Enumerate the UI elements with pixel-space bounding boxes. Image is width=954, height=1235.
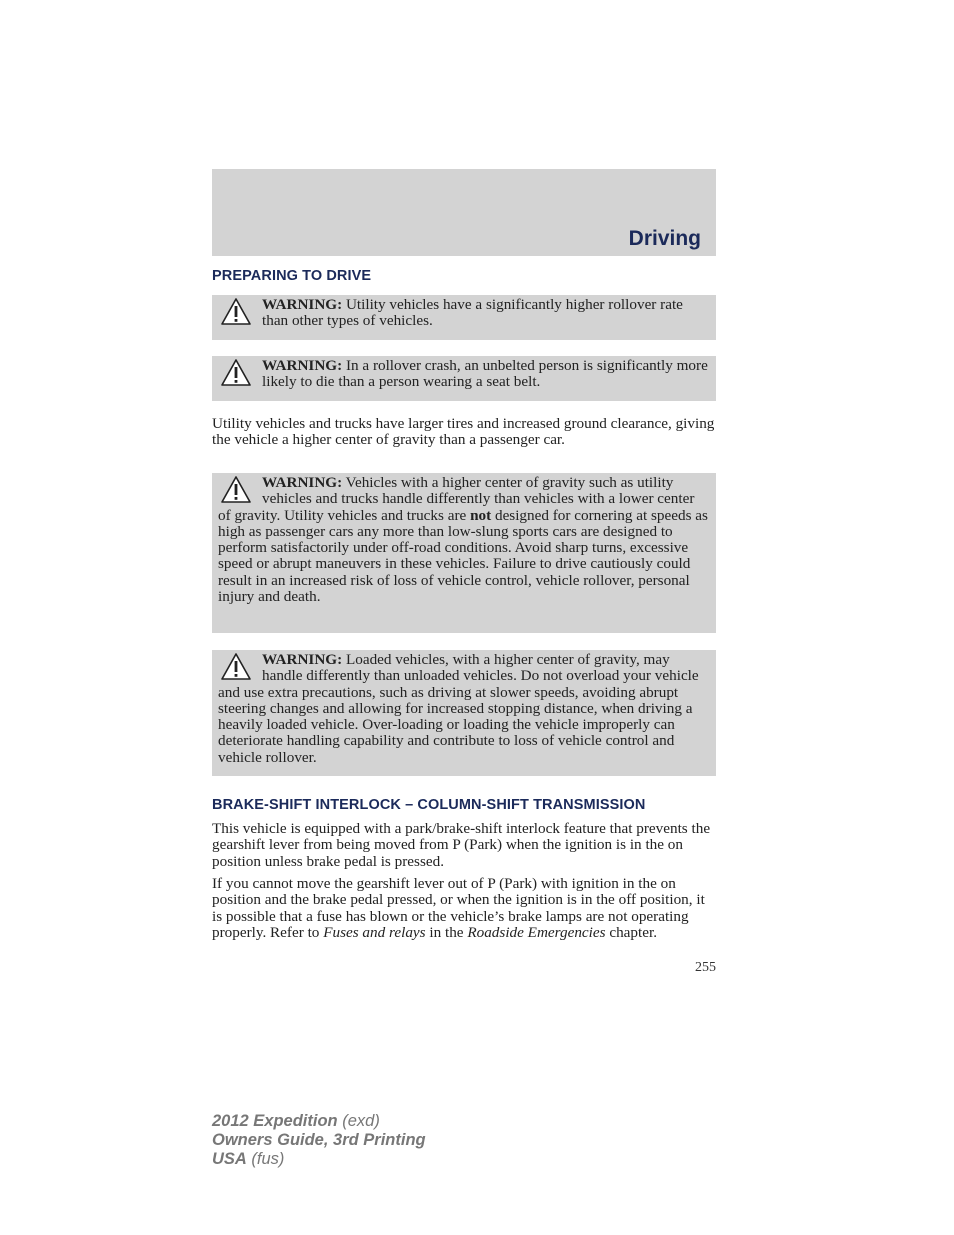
warning-label: WARNING: xyxy=(262,474,343,491)
section-heading-preparing: PREPARING TO DRIVE xyxy=(212,268,372,284)
paragraph-text: chapter. xyxy=(605,923,657,941)
paragraph-interlock-feature: This vehicle is equipped with a park/brake-shift interlock feature that prevents the gearshift lever from being moved from P (Park) when the ignition is in the on position unless brake pedal is pressed. xyxy=(212,820,711,870)
warning-box-2 xyxy=(212,356,716,401)
footer-market: USA xyxy=(212,1150,247,1168)
warning-box-1 xyxy=(212,295,716,340)
chapter-header-band xyxy=(212,169,716,256)
warning-body: Utility vehicles have a significantly higher rollover rate than other types of vehicles. xyxy=(262,296,683,330)
warning-text-1 xyxy=(218,297,708,330)
paragraph-text: in the xyxy=(425,923,468,941)
emphasis-not: not xyxy=(470,506,492,524)
warning-triangle-icon xyxy=(220,475,252,505)
warning-label: WARNING: xyxy=(262,357,343,374)
footer-line-1 xyxy=(212,1112,426,1131)
footer-model: 2012 Expedition xyxy=(212,1112,338,1130)
warning-body: Loaded vehicles, with a higher center of gravity, may handle differently than unloaded vehicles. Do not overload your vehicle and use extra precautions, such as driving at slower speeds, avoiding abrupt steering changes and allowing for increased stopping distance, when driving a heavily loaded vehicle. Over-loading or loading the vehicle improperly can deteriorate handling capability and contribute to loss of vehicle control and vehicle rollover. xyxy=(218,651,699,766)
section-heading-brake-shift: BRAKE-SHIFT INTERLOCK – COLUMN-SHIFT TRANSMISSION xyxy=(212,797,646,813)
warning-text-2 xyxy=(218,358,708,391)
document-footer xyxy=(212,1112,426,1169)
paragraph-text: If you cannot move the gearshift lever out of P (Park) with ignition in the on position and the brake pedal pressed, or when the ignition is in the off position, it is possible that a fuse has blown or the vehicle’s brake lamps are not operating properly. Refer to xyxy=(212,875,705,941)
warning-body: In a rollover crash, an unbelted person is significantly more likely to die than a person wearing a seat belt. xyxy=(262,357,708,391)
warning-label: WARNING: xyxy=(262,296,343,313)
warning-body: Vehicles with a higher center of gravity such as utility vehicles and trucks handle differently than vehicles with a lower center of gravity. Utility vehicles and trucks are xyxy=(218,474,695,524)
warning-box-3 xyxy=(212,473,716,633)
page-number: 255 xyxy=(695,960,716,975)
footer-market-code: (fus) xyxy=(246,1150,285,1168)
warning-triangle-icon xyxy=(220,652,252,682)
warning-box-4 xyxy=(212,650,716,776)
paragraph-center-of-gravity: Utility vehicles and trucks have larger tires and increased ground clearance, giving the vehicle a higher center of gravity than a passenger car. xyxy=(212,415,715,449)
warning-text-4 xyxy=(218,652,708,766)
reference-fuses-and-relays: Fuses and relays xyxy=(323,923,426,941)
footer-model-code: (exd) xyxy=(337,1112,380,1130)
paragraph-interlock-troubleshoot xyxy=(212,876,716,941)
warning-triangle-icon xyxy=(220,358,252,388)
warning-triangle-icon xyxy=(220,297,252,327)
footer-line-2: Owners Guide, 3rd Printing xyxy=(212,1131,426,1149)
warning-label: WARNING: xyxy=(262,651,343,668)
warning-text-3 xyxy=(218,475,708,605)
chapter-title: Driving xyxy=(628,227,701,250)
reference-roadside-emergencies: Roadside Emergencies xyxy=(467,923,606,941)
footer-line-3 xyxy=(212,1150,426,1169)
warning-body: designed for cornering at speeds as high as passenger cars any more than low-slung sports cars are designed to perform satisfactorily under off-road conditions. Avoid sharp turns, excessive speed or abrupt maneuvers in these vehicles. Failure to drive cautiously could result in an increased risk of loss of vehicle control, vehicle rollover, personal injury and death. xyxy=(218,506,708,606)
